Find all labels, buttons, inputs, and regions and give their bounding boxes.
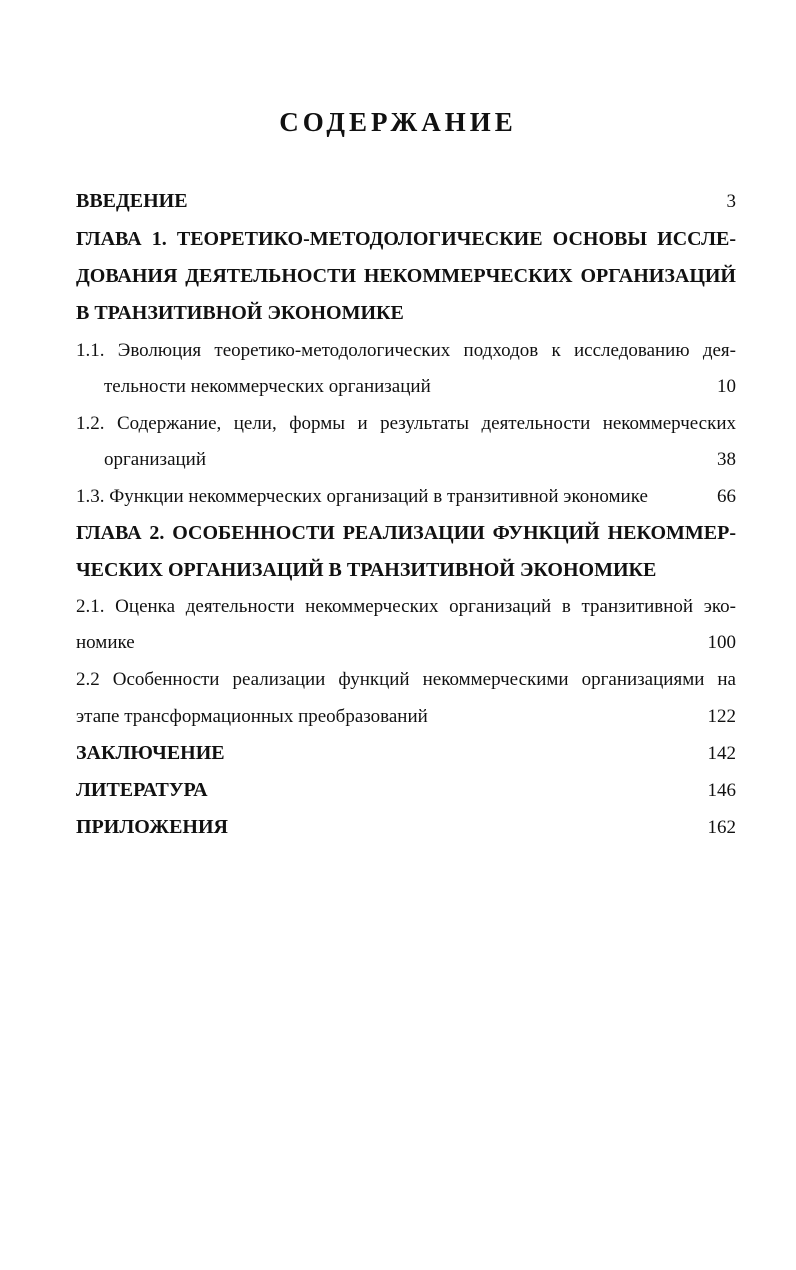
toc-section-2-1-line-1: 2.1. Оценка деятельности некоммерческих организаций в транзитивной эко- xyxy=(76,596,736,617)
toc-page-number: 3 xyxy=(726,191,736,212)
toc-entry-text: этапе трансформационных преобразований xyxy=(76,706,428,727)
toc-chapter-1-line-2: ДОВАНИЯ ДЕЯТЕЛЬНОСТИ НЕКОММЕРЧЕСКИХ ОРГАНИЗАЦИЙ xyxy=(76,265,736,287)
toc-entry-text: ПРИЛОЖЕНИЯ xyxy=(76,816,228,838)
toc-page-number: 10 xyxy=(717,376,736,397)
toc-section-2-2-line-2 xyxy=(76,704,736,730)
toc-chapter-2-line-1: ГЛАВА 2. ОСОБЕННОСТИ РЕАЛИЗАЦИИ ФУНКЦИЙ НЕКОММЕР- xyxy=(76,522,736,544)
toc-entry-conclusion xyxy=(76,740,736,767)
toc-entry-text: ЗАКЛЮЧЕНИЕ xyxy=(76,742,225,764)
toc-page-number: 100 xyxy=(707,632,736,653)
toc-page-number: 146 xyxy=(707,780,736,801)
toc-page-number: 38 xyxy=(717,449,736,470)
toc-section-2-2-line-1: 2.2 Особенности реализации функций некоммерческими организациями на xyxy=(76,669,736,690)
toc-section-2-1-line-2 xyxy=(76,630,736,656)
toc-entry-introduction xyxy=(76,188,736,215)
toc-entry-text: организаций xyxy=(104,449,207,470)
toc-page-number: 66 xyxy=(717,486,736,507)
toc-section-1-1-line-1: 1.1. Эволюция теоретико-методологических подходов к исследованию дея- xyxy=(76,340,736,361)
toc-section-1-2-line-1: 1.2. Содержание, цели, формы и результаты деятельности некоммерческих xyxy=(76,413,736,434)
toc-entry-text: ЛИТЕРАТУРА xyxy=(76,779,208,801)
toc-entry-appendices xyxy=(76,814,736,841)
toc-section-1-2-line-2 xyxy=(104,447,736,473)
toc-page-number: 142 xyxy=(707,743,736,764)
toc-chapter-1-line-1: ГЛАВА 1. ТЕОРЕТИКО-МЕТОДОЛОГИЧЕСКИЕ ОСНОВЫ ИССЛЕ- xyxy=(76,228,736,250)
toc-page-number: 122 xyxy=(707,706,736,727)
toc-entry-text: номике xyxy=(76,632,135,653)
toc-page-number: 162 xyxy=(707,817,736,838)
toc-section-1-3 xyxy=(76,484,736,510)
toc-chapter-1-line-3: В ТРАНЗИТИВНОЙ ЭКОНОМИКЕ xyxy=(76,302,404,324)
toc-section-1-1-line-2 xyxy=(104,374,736,400)
page-title: СОДЕРЖАНИЕ xyxy=(279,107,517,137)
toc-entry-literature xyxy=(76,777,736,804)
toc-entry-text: ВВЕДЕНИЕ xyxy=(76,190,188,212)
toc-entry-text: 1.3. Функции некоммерческих организаций в транзитивной экономике xyxy=(76,486,648,507)
toc-entry-text: тельности некоммерческих организаций xyxy=(104,376,431,397)
toc-chapter-2-line-2: ЧЕСКИХ ОРГАНИЗАЦИЙ В ТРАНЗИТИВНОЙ ЭКОНОМИКЕ xyxy=(76,559,657,581)
